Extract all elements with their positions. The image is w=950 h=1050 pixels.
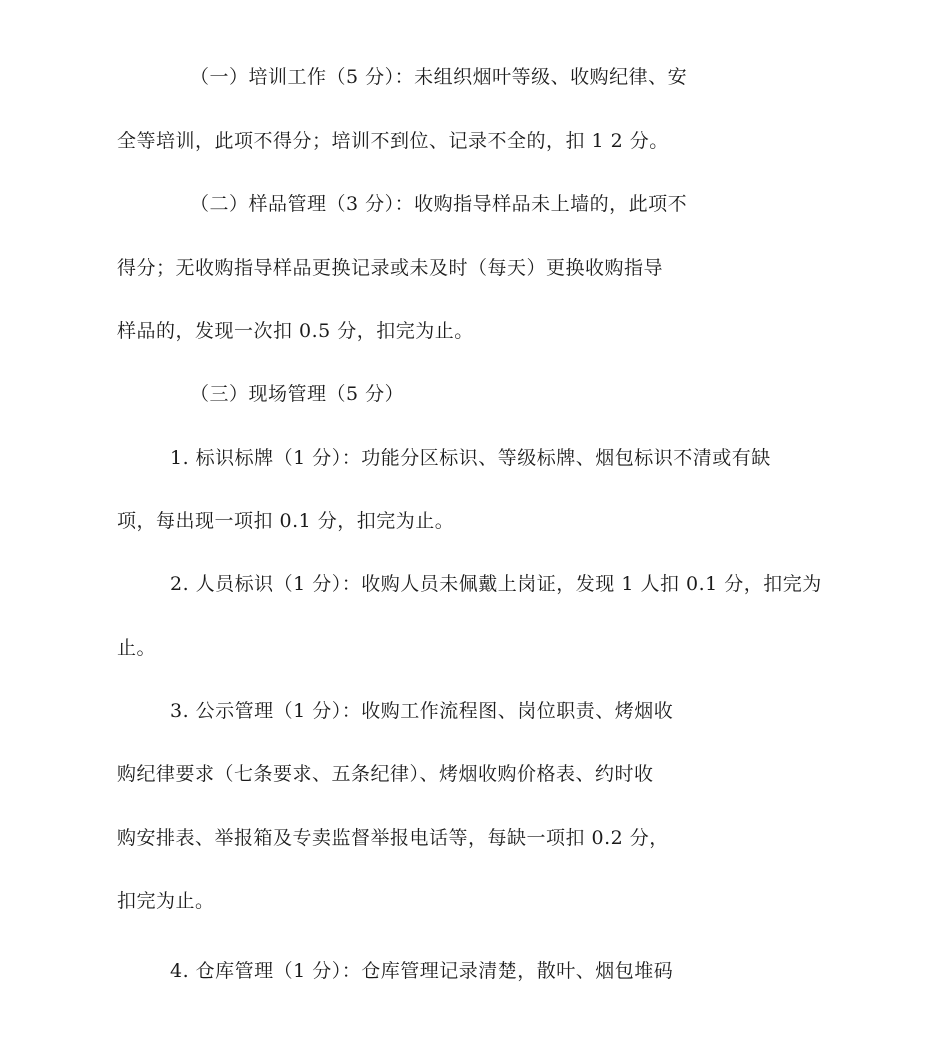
sample-body-line-1: 得分；无收购指导样品更换记录或未及时（每天）更换收购指导 [117,257,664,279]
sample-body-line-2: 样品的，发现一次扣 0.5 分，扣完为止。 [117,320,474,342]
item-1-line-2: 项，每出现一项扣 0.1 分，扣完为止。 [117,510,455,532]
item-3-line-1: 3. 公示管理（1 分）：收购工作流程图、岗位职责、烤烟收 [170,700,674,722]
item-2-line-2: 止。 [117,637,157,659]
item-1-line-1: 1. 标识标牌（1 分）：功能分区标识、等级标牌、烟包标识不清或有缺 [170,447,771,469]
item-3-line-3: 购安排表、举报箱及专卖监督举报电话等，每缺一项扣 0.2 分， [117,827,669,849]
training-body-line: 全等培训，此项不得分；培训不到位、记录不全的，扣 1 2 分。 [117,130,669,152]
site-management-heading: （三）现场管理（5 分） [190,383,405,405]
item-2-line-1: 2. 人员标识（1 分）：收购人员未佩戴上岗证，发现 1 人扣 0.1 分，扣完为 [170,573,822,595]
item-4-line-1: 4. 仓库管理（1 分）：仓库管理记录清楚，散叶、烟包堆码 [170,960,674,982]
sample-heading-line: （二）样品管理（3 分）：收购指导样品未上墙的，此项不 [190,193,688,215]
training-heading-line: （一）培训工作（5 分）：未组织烟叶等级、收购纪律、安 [190,66,688,88]
item-3-line-4: 扣完为止。 [117,890,215,912]
item-3-line-2: 购纪律要求（七条要求、五条纪律）、烤烟收购价格表、约时收 [117,763,654,785]
